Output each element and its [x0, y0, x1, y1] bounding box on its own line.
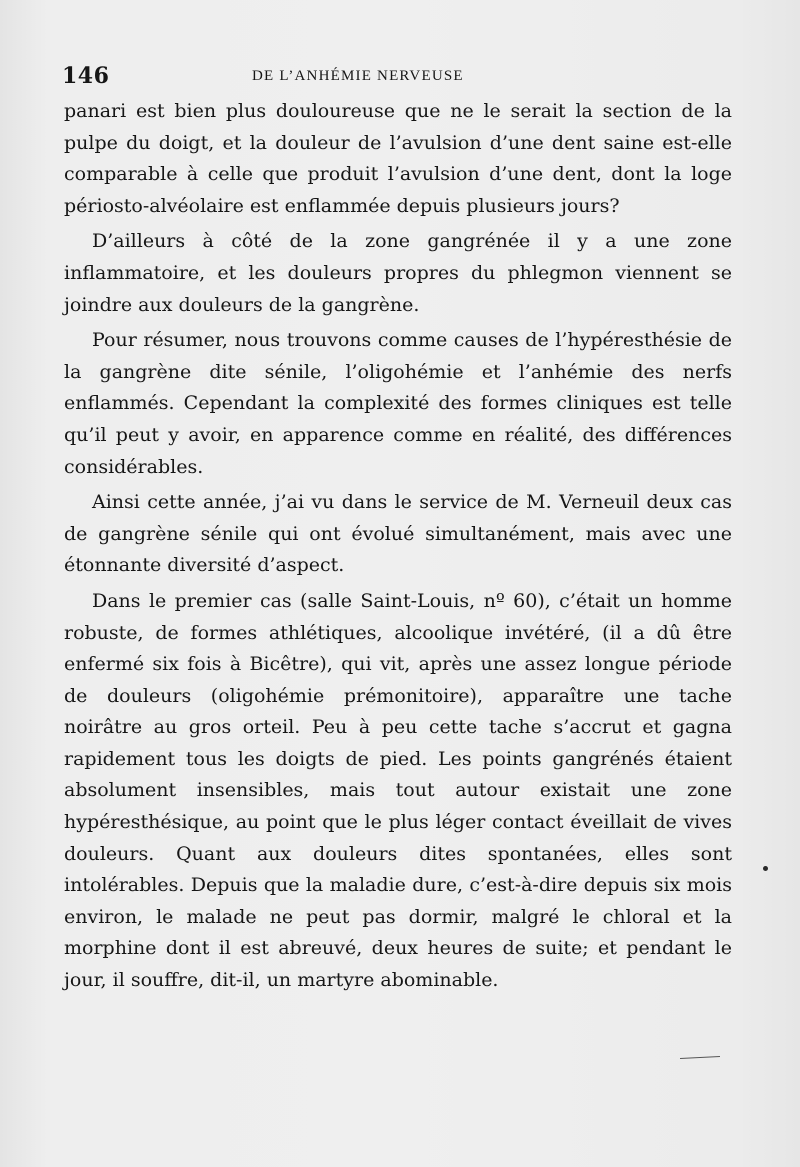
- paragraph: Dans le premier cas (salle Saint-Louis, nº 60), c’était un homme robuste, de formes athlétiques, alcoolique invétéré, (il a dû être enfermé six fois à Bicêtre), qui vit, après une assez longue période de douleurs (oligohémie prémonitoire), apparaître une tache noirâtre au gros orteil. Peu à peu cette tache s’accrut et gagna rapidement tous les doigts de pied. Les points gangrénés étaient absolument insensibles, mais tout autour existait une zone hypéresthésique, au point que le plus léger contact éveillait de vives douleurs. Quant aux douleurs dites spontanées, elles sont intolérables. Depuis que la maladie dure, c’est-à-dire depuis six mois environ, le malade ne peut pas dormir, malgré le chloral et la morphine dont il est abreuvé, deux heures de suite; et pendant le jour, il souffre, dit-il, un martyre abominable.: [64, 589, 732, 992]
- paragraph: Ainsi cette année, j’ai vu dans le service de M. Verneuil deux cas de gangrène sénile qui ont évolué simultanément, mais avec une étonnante diversité d’aspect.: [64, 491, 732, 577]
- body-text: [64, 96, 732, 997]
- running-title: DE L’ANHÉMIE NERVEUSE: [252, 68, 464, 84]
- page-number: 146: [62, 63, 110, 89]
- paragraph-continued: panari est bien plus douloureuse que ne le serait la section de la pulpe du doigt, et la douleur de l’avulsion d’une dent saine est-elle comparable à celle que produit l’avulsion d’une dent, dont la loge périosto-alvéolaire est enflammée depuis plusieurs jours?: [64, 100, 732, 217]
- ink-speck: [763, 866, 768, 871]
- pencil-stroke: [680, 1056, 720, 1059]
- paragraph: D’ailleurs à côté de la zone gangrénée il y a une zone inflammatoire, et les douleurs propres du phlegmon viennent se joindre aux douleurs de la gangrène.: [64, 230, 732, 316]
- page-header: [62, 60, 734, 92]
- paragraph: Pour résumer, nous trouvons comme causes de l’hypéresthésie de la gangrène dite sénile, l’oligohémie et l’anhémie des nerfs enflammés. Cependant la complexité des formes cliniques est telle qu’il peut y avoir, en apparence comme en réalité, des différences considérables.: [64, 329, 732, 478]
